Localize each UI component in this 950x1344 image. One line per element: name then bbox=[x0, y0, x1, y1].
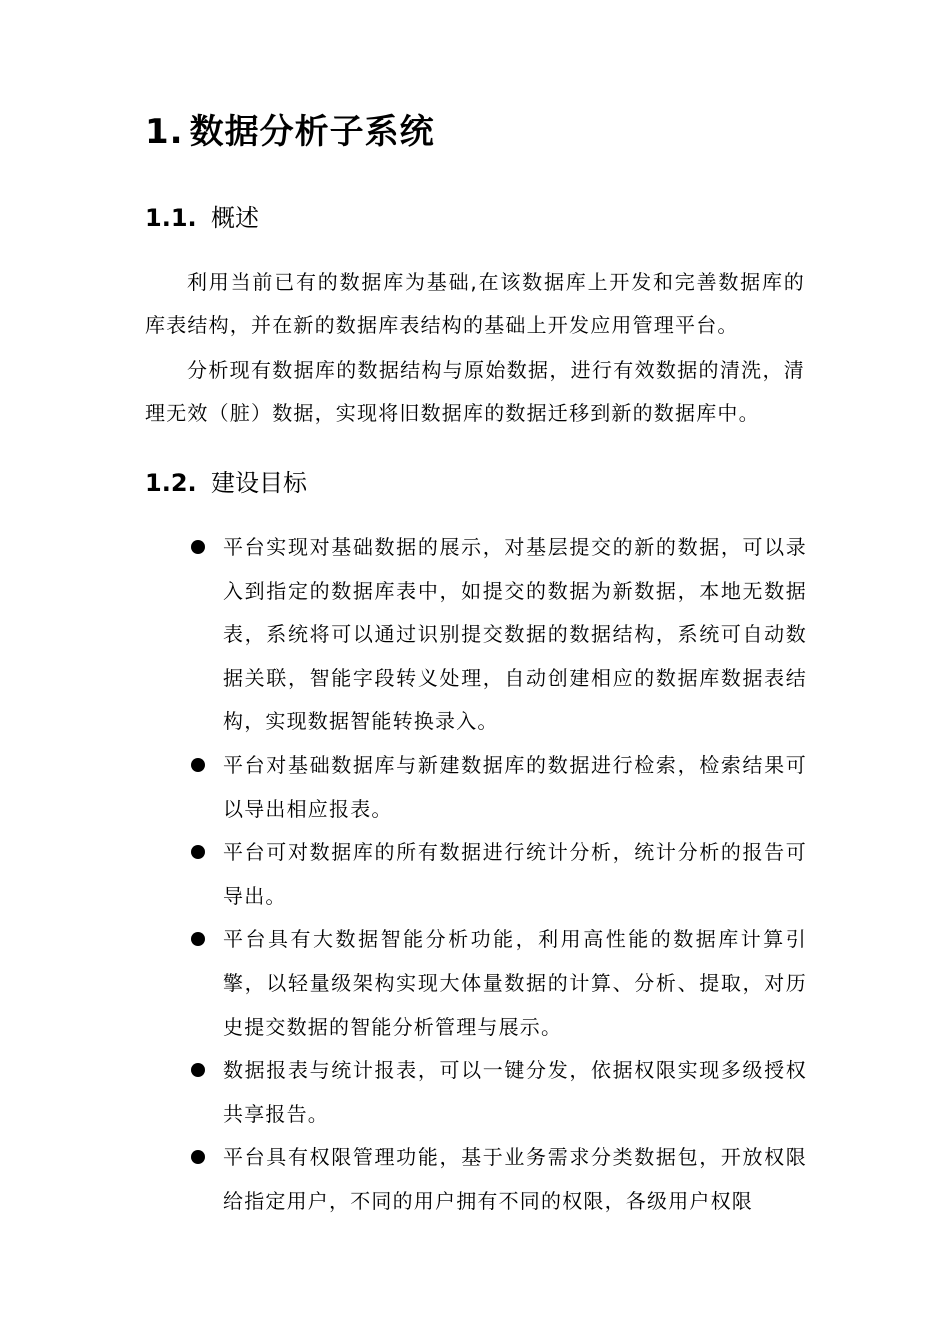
bullet-dot-icon bbox=[191, 540, 205, 554]
bullet-dot-icon bbox=[191, 758, 205, 772]
bullet-dot-icon bbox=[191, 845, 205, 859]
bullet-dot-icon bbox=[191, 1063, 205, 1077]
list-item bbox=[145, 526, 807, 744]
bullet-dot-icon bbox=[191, 1150, 205, 1164]
list-item bbox=[145, 831, 807, 918]
list-item-text: 平台具有大数据智能分析功能，利用高性能的数据库计算引擎，以轻量级架构实现大体量数据的计算、分析、提取，对历史提交数据的智能分析管理与展示。 bbox=[223, 927, 807, 1039]
overview-paragraph-1: 利用当前已有的数据库为基础,在该数据库上开发和完善数据库的库表结构，并在新的数据库表结构的基础上开发应用管理平台。 bbox=[145, 270, 805, 337]
section-heading-overview bbox=[145, 200, 259, 236]
list-item bbox=[145, 1136, 807, 1223]
section-number-overview: 1.1. bbox=[145, 204, 197, 232]
goals-bullet-list bbox=[145, 526, 807, 1224]
section-title-overview: 概述 bbox=[211, 204, 259, 232]
list-item bbox=[145, 744, 807, 831]
list-item-text: 平台对基础数据库与新建数据库的数据进行检索，检索结果可以导出相应报表。 bbox=[223, 752, 807, 821]
section-title-goals: 建设目标 bbox=[211, 469, 307, 497]
list-item-text: 平台具有权限管理功能，基于业务需求分类数据包，开放权限给指定用户，不同的用户拥有不同的权限，各级用户权限 bbox=[223, 1145, 807, 1213]
list-item-text: 平台实现对基础数据的展示，对基层提交的新的数据，可以录入到指定的数据库表中，如提交的数据为新数据，本地无数据表，系统将可以通过识别提交数据的数据结构，系统可自动数据关联，智能字段转义处理，自动创建相应的数据库数据表结构，实现数据智能转换录入。 bbox=[223, 535, 807, 734]
chapter-heading bbox=[145, 108, 435, 156]
list-item-text: 平台可对数据库的所有数据进行统计分析，统计分析的报告可导出。 bbox=[223, 840, 807, 908]
overview-paragraph-2: 分析现有数据库的数据结构与原始数据，进行有效数据的清洗，清理无效（脏）数据，实现将旧数据库的数据迁移到新的数据库中。 bbox=[145, 358, 805, 425]
list-item bbox=[145, 918, 807, 1049]
bullet-dot-icon bbox=[191, 932, 205, 946]
section-heading-goals bbox=[145, 465, 307, 501]
section-number-goals: 1.2. bbox=[145, 469, 197, 497]
chapter-number: 1. bbox=[145, 112, 184, 152]
list-item bbox=[145, 1049, 807, 1136]
chapter-title: 数据分析子系统 bbox=[189, 112, 435, 152]
list-item-text: 数据报表与统计报表，可以一键分发，依据权限实现多级授权共享报告。 bbox=[223, 1058, 807, 1126]
